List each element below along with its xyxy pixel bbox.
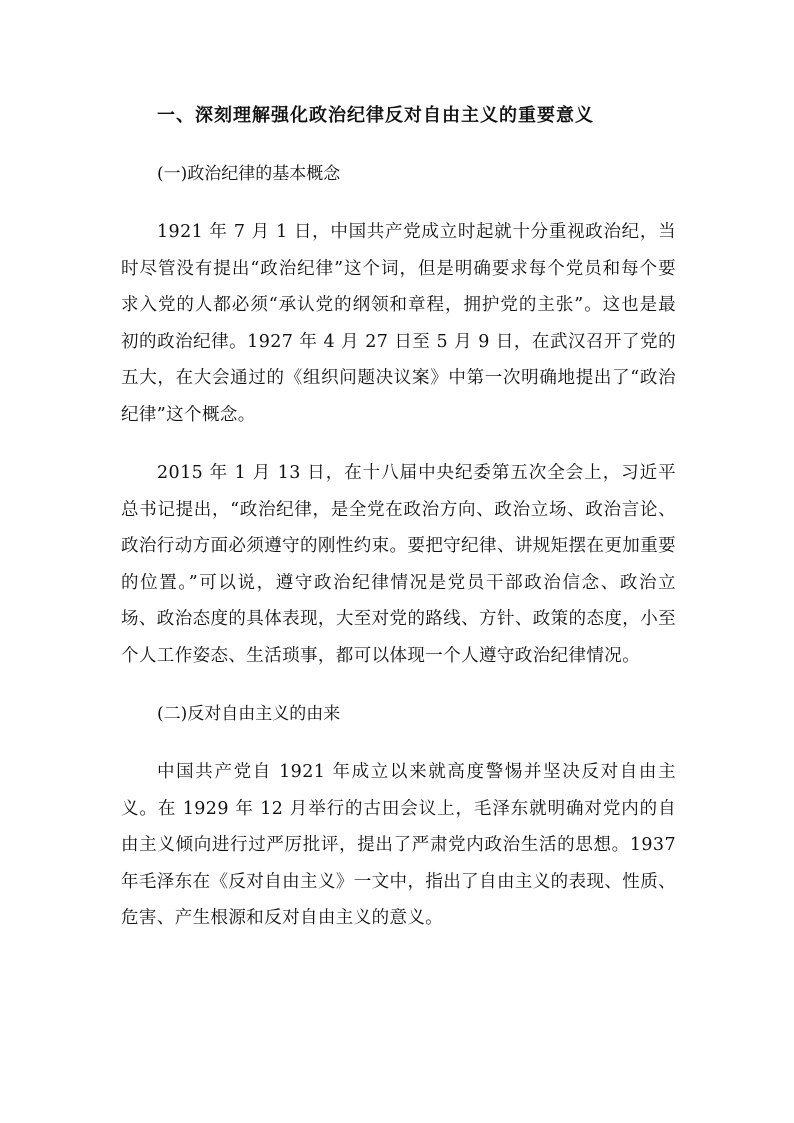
document-heading: 一、深刻理解强化政治纪律反对自由主义的重要意义 (157, 105, 594, 126)
section-1-paragraph-2: 2015 年 1 月 13 日，在十八届中央纪委第五次全会上，习近平总书记提出，“政治纪律，是全党在政治方向、政治立场、政治言论、政治行动方面必须遵守的刚性约束。要把守纪律、讲规矩摆在更加重要的位置。”可以说，遵守政治纪律情况是党员干部政治信念、政治立场、政治态度的具体表现，大至对党的路线、方针、政策的态度，小至个人工作姿态、生活琐事，都可以体现一个人遵守政治纪律情况。 (121, 463, 676, 666)
section-1-paragraph-1: 1921 年 7 月 1 日，中国共产党成立时起就十分重视政治纪，当时尽管没有提出“政治纪律”这个词，但是明确要求每个党员和每个要求入党的人都必须“承认党的纲领和章程，拥护党的主张”。这也是最初的政治纪律。1927 年 4 月 27 日至 5 月 9 日，在武汉召开了党的五大，在大会通过的《组织问题决议案》中第一次明确地提出了“政治纪律”这个概念。 (121, 222, 676, 425)
section-2-paragraph-1: 中国共产党自 1921 年成立以来就高度警惕并坚决反对自由主义。在 1929 年 12 月举行的古田会议上，毛泽东就明确对党内的自由主义倾向进行过严厉批评，提出了严肃党内政治生活的思想。1937 年毛泽东在《反对自由主义》一文中，指出了自由主义的表现、性质、危害、产生根源和反对自由主义的意义。 (121, 762, 676, 928)
document-body (121, 98, 676, 937)
section-2-title: (二)反对自由主义的由来 (157, 704, 341, 724)
section-1-title: (一)政治纪律的基本概念 (157, 164, 341, 184)
